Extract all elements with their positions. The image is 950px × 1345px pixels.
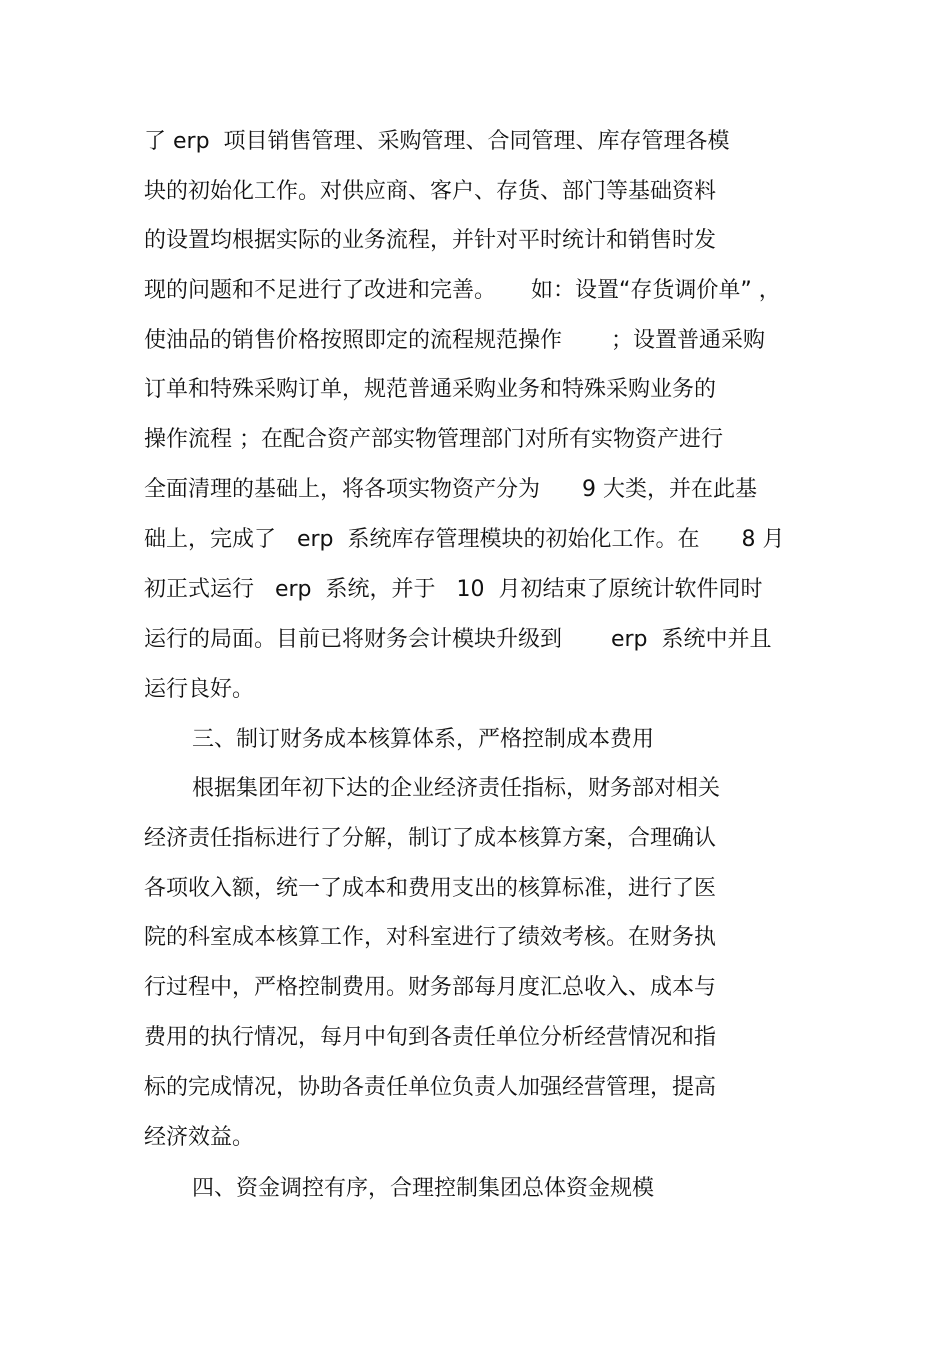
paragraph-line: 根据集团年初下达的企业经济责任指标，财务部对相关 xyxy=(192,776,721,801)
paragraph-line: 础上，完成了 erp 系统库存管理模块的初始化工作。在 8 月 xyxy=(144,527,785,552)
paragraph-line: 操作流程 ；在配合资产部实物管理部门对所有实物资产进行 xyxy=(144,427,723,452)
paragraph-line: 经济责任指标进行了分解，制订了成本核算方案，合理确认 xyxy=(144,826,717,851)
paragraph-line: 标的完成情况，协助各责任单位负责人加强经营管理，提高 xyxy=(144,1075,717,1100)
paragraph-line: 块的初始化工作。对供应商、客户、存货、部门等基础资料 xyxy=(144,179,717,204)
section-heading: 四、资金调控有序，合理控制集团总体资金规模 xyxy=(192,1176,655,1201)
paragraph-line: 经济效益。 xyxy=(144,1125,255,1150)
paragraph-line: 现的问题和不足进行了改进和完善。 如：设置“存货调价单” ， xyxy=(144,278,781,303)
paragraph-line: 行过程中，严格控制费用。财务部每月度汇总收入、成本与 xyxy=(144,975,717,1000)
paragraph-line: 各项收入额，统一了成本和费用支出的核算标准，进行了医 xyxy=(144,876,717,901)
paragraph-line: 初正式运行 erp 系统，并于 10 月初结束了原统计软件同时 xyxy=(144,577,763,602)
paragraph-line: 院的科室成本核算工作，对科室进行了绩效考核。在财务执 xyxy=(144,925,717,950)
section-heading: 三、制订财务成本核算体系，严格控制成本费用 xyxy=(192,727,655,752)
paragraph-line: 订单和特殊采购订单，规范普通采购业务和特殊采购业务的 xyxy=(144,377,717,402)
paragraph-line: 了 erp 项目销售管理、采购管理、合同管理、库存管理各模 xyxy=(144,129,730,154)
paragraph-line: 运行良好。 xyxy=(144,677,255,702)
paragraph-line: 运行的局面。目前已将财务会计模块升级到 erp 系统中并且 xyxy=(144,627,772,652)
paragraph-line: 全面清理的基础上，将各项实物资产分为 9 大类，并在此基 xyxy=(144,477,757,502)
paragraph-line: 费用的执行情况，每月中旬到各责任单位分析经营情况和指 xyxy=(144,1025,717,1050)
paragraph-line: 使油品的销售价格按照即定的流程规范操作 ；设置普通采购 xyxy=(144,328,765,353)
paragraph-line: 的设置均根据实际的业务流程，并针对平时统计和销售时发 xyxy=(144,228,717,253)
